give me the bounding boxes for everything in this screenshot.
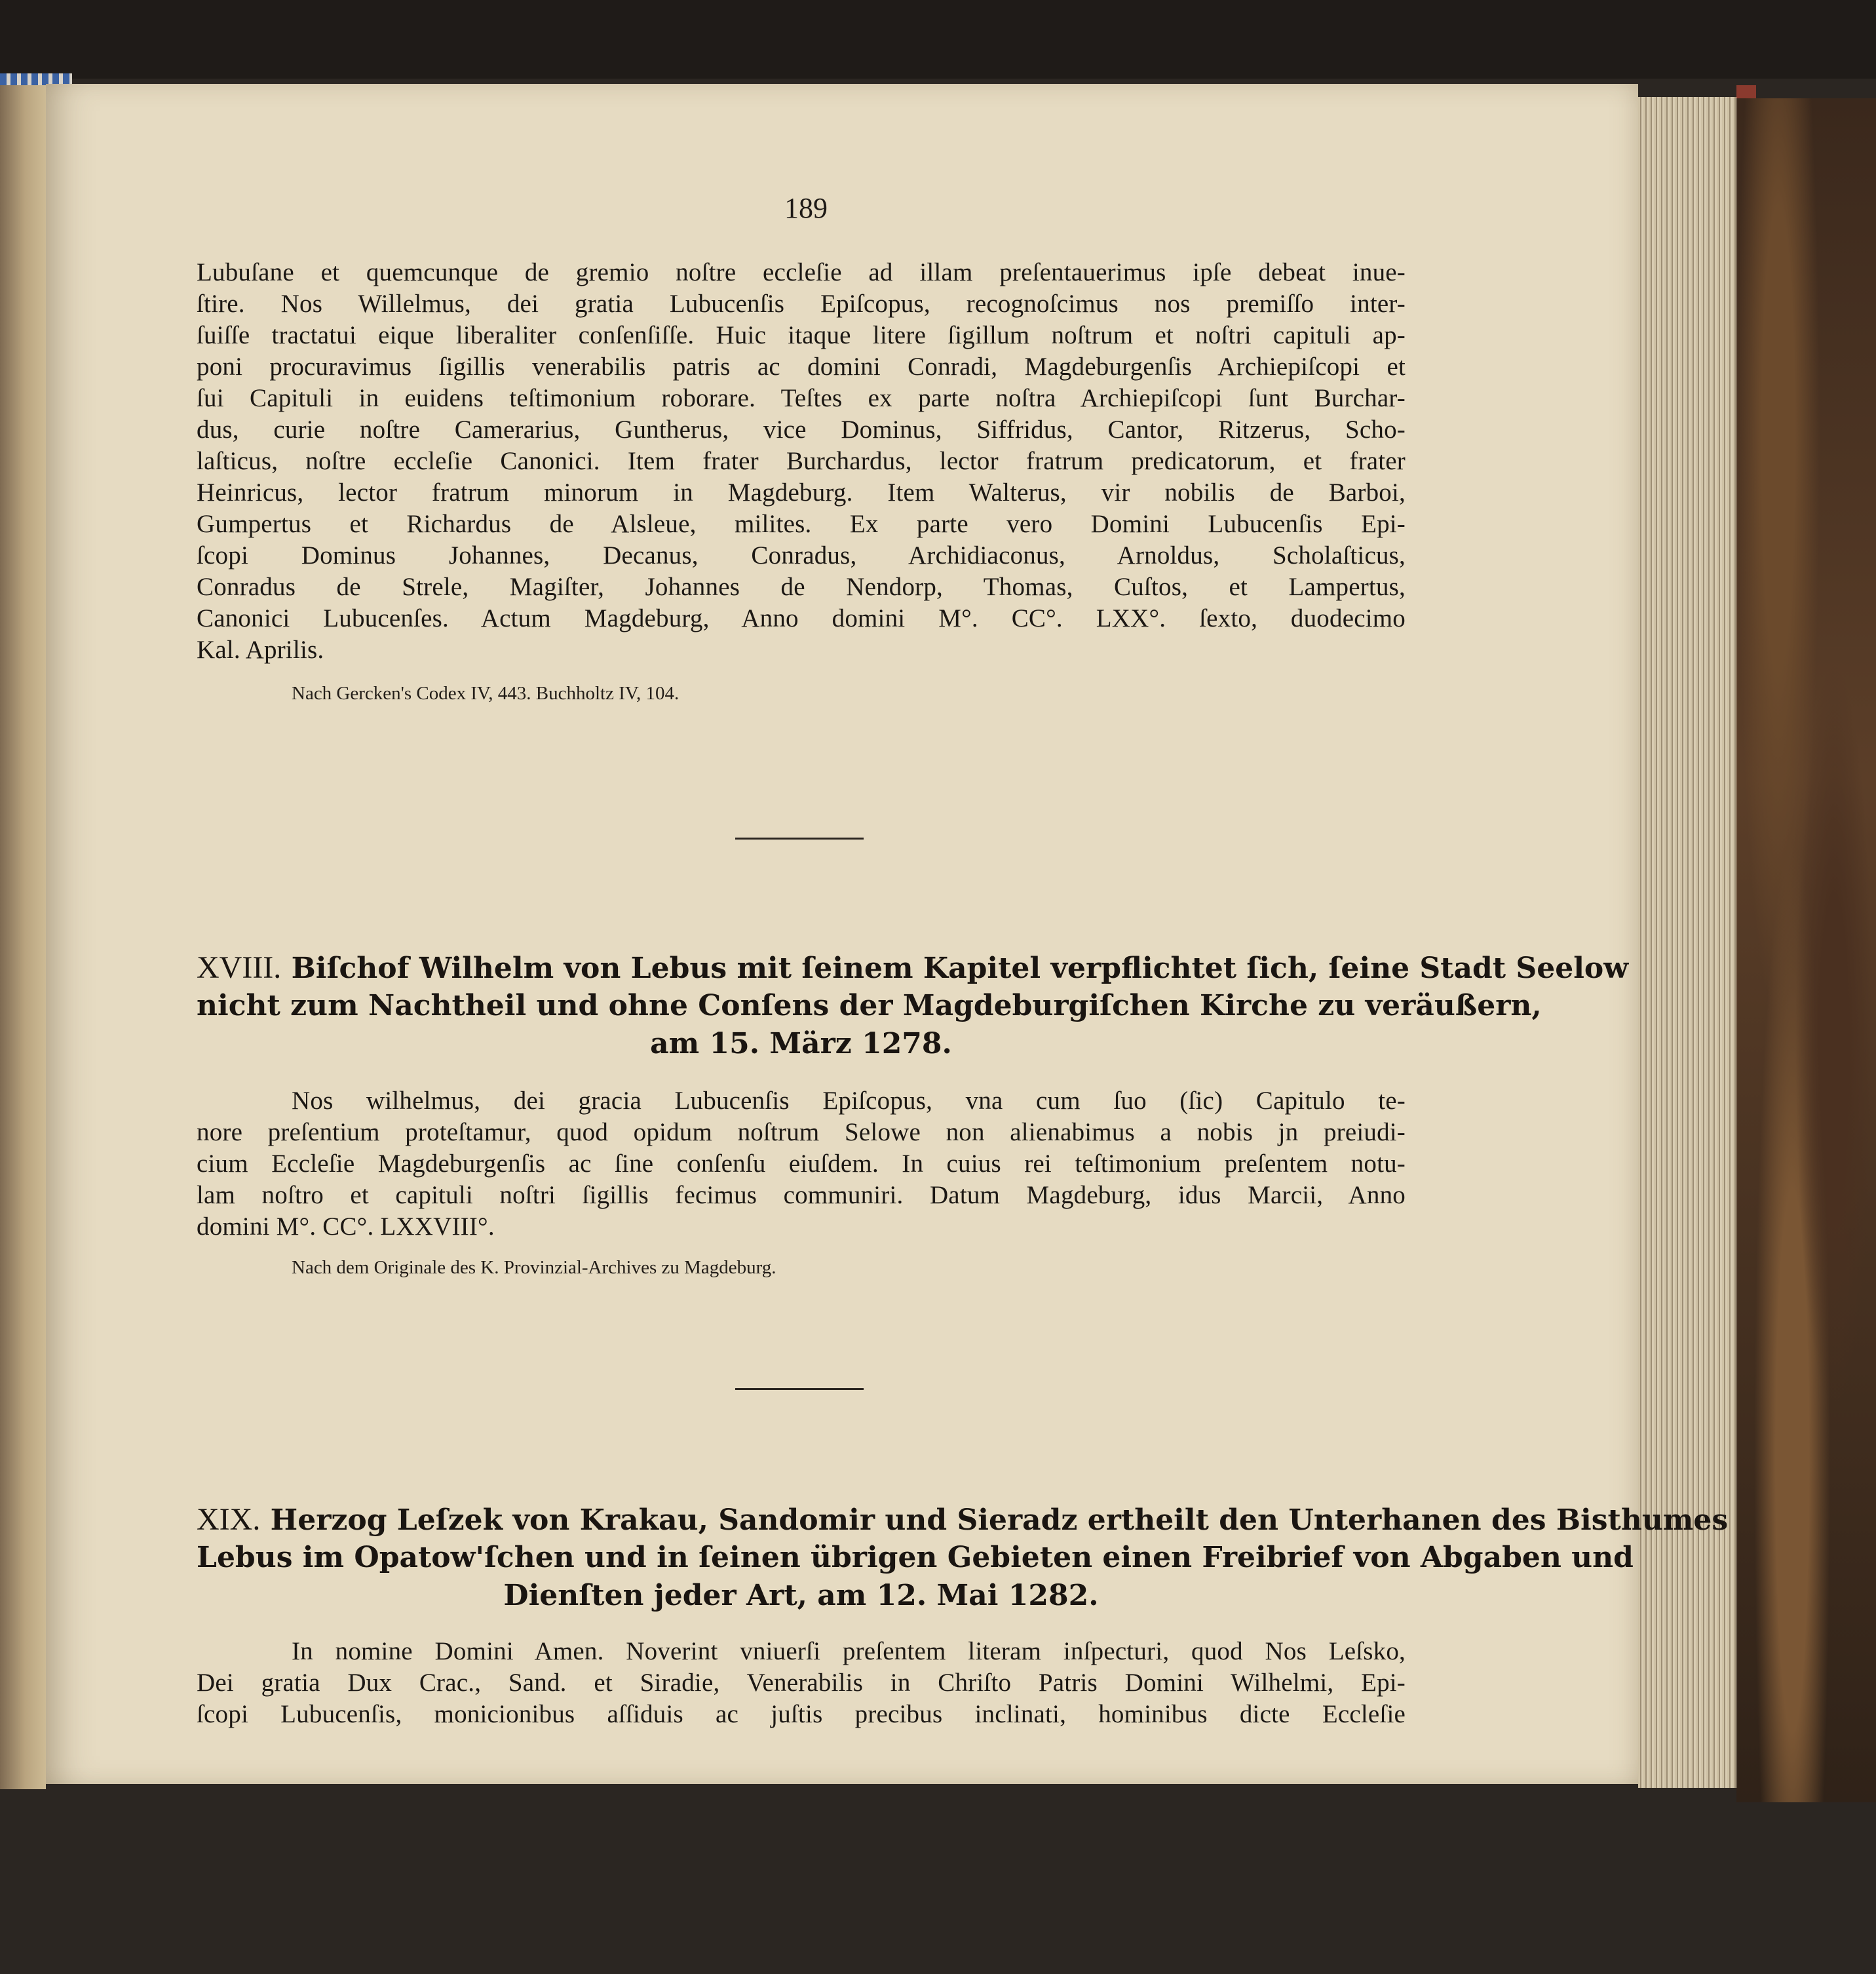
heading-line: nicht zum Nachtheil und ohne Conſens der Magdeburgiſchen Kirche zu veräußern, <box>197 989 1542 1022</box>
text-line: Nos wilhelmus, dei gracia Lubucenſis Epiſcopus, vna cum ſuo (ſic) Capitulo te- <box>292 1087 1406 1115</box>
text-line: Canonici Lubucenſes. Actum Magdeburg, Anno domini M°. CC°. LXX°. ſexto, duodecimo <box>197 604 1406 632</box>
marbled-cover <box>1736 98 1876 1802</box>
text-line: nore preſentium proteſtamur, quod opidum noſtrum Selowe non alienabimus a nobis jn preiudi- <box>197 1118 1406 1146</box>
heading-text: Herzog Leſzek von Krakau, Sandomir und Sieradz ertheilt den Unterhanen des Bisthumes <box>270 1503 1729 1537</box>
facing-page-edge <box>0 79 46 1789</box>
text-line: Conradus de Strele, Magiſter, Johannes de Nendorp, Thomas, Cuſtos, et Lampertus, <box>197 573 1406 601</box>
text-line: ſcopi Dominus Johannes, Decanus, Conradus, Archidiaconus, Arnoldus, Scholaſticus, <box>197 541 1406 570</box>
text-line: cium Eccleſie Magdeburgenſis ac ſine conſenſu eiuſdem. In cuius rei teſtimonium preſentem notu- <box>197 1150 1406 1178</box>
document-body-xviii <box>197 1085 1406 1281</box>
heading-line: Dienſten jeder Art, am 12. Mai 1282. <box>503 1579 1099 1612</box>
source-citation: Nach Gercken's Codex IV, 443. Buchholtz IV, 104. <box>292 683 680 704</box>
text-line: Dei gratia Dux Crac., Sand. et Siradie, Venerabilis in Chriſto Patris Domini Wilhelmi, Epi- <box>197 1669 1406 1697</box>
text-line: ſcopi Lubucenſis, monicionibus aſſiduis ac juſtis precibus inclinati, hominibus dicte Eccleſie <box>197 1700 1406 1728</box>
document-body-continuation <box>197 257 1406 706</box>
text-line: Kal. Aprilis. <box>197 636 324 664</box>
text-line: ſuiſſe tractatui eique liberaliter conſenſiſſe. Huic itaque litere ſigillum noſtrum et noſtri capituli ap- <box>197 321 1406 349</box>
text-line: ſtire. Nos Willelmus, dei gratia Lubucenſis Epiſcopus, recognoſcimus nos premiſſo inter- <box>197 290 1406 318</box>
heading-line <box>197 949 1629 987</box>
heading-text: Biſchof Wilhelm von Lebus mit ſeinem Kapitel verpflichtet ſich, ſeine Stadt Seelow <box>291 952 1629 985</box>
section-divider <box>735 1388 864 1390</box>
heading-line <box>197 1501 1729 1539</box>
section-numeral: XVIII. <box>197 950 282 985</box>
text-line: laſticus, noſtre eccleſie Canonici. Item frater Burchardus, lector fratrum predicatorum, et frater <box>197 447 1406 475</box>
text-line: dus, curie noſtre Camerarius, Guntherus, vice Dominus, Siffridus, Cantor, Ritzerus, Scho- <box>197 416 1406 444</box>
section-numeral: XIX. <box>197 1502 261 1537</box>
text-line: Lubuſane et quemcunque de gremio noſtre eccleſie ad illam preſentauerimus ipſe debeat inue- <box>197 258 1406 286</box>
section-divider <box>735 838 864 840</box>
text-line: poni procuravimus ſigillis venerabilis patris ac domini Conradi, Magdeburgenſis Archiepiſcopi et <box>197 353 1406 381</box>
document-body-xix <box>197 1636 1406 1730</box>
text-line: domini M°. CC°. LXXVIII°. <box>197 1212 495 1241</box>
source-citation: Nach dem Originale des K. Provinzial-Archives zu Magdeburg. <box>292 1257 776 1278</box>
scan-background <box>0 0 1876 79</box>
page-number: 189 <box>784 192 828 224</box>
text-line: Heinricus, lector fratrum minorum in Magdeburg. Item Walterus, vir nobilis de Barboi, <box>197 478 1406 507</box>
text-line: In nomine Domini Amen. Noverint vniuerſi preſentem literam inſpecturi, quod Nos Leſsko, <box>292 1637 1406 1665</box>
heading-line: Lebus im Opatow'ſchen und in ſeinen übrigen Gebieten einen Freibrief von Abgaben und <box>197 1541 1634 1574</box>
heading-line: am 15. März 1278. <box>650 1027 952 1060</box>
section-heading-xix <box>197 1501 1729 1615</box>
text-line: lam noſtro et capituli noſtri ſigillis fecimus communiri. Datum Magdeburg, idus Marcii, Anno <box>197 1181 1406 1209</box>
text-line: ſui Capituli in euidens teſtimonium roborare. Teſtes ex parte noſtra Archiepiſcopi ſunt Burchar- <box>197 384 1406 412</box>
text-line: Gumpertus et Richardus de Alsleue, milites. Ex parte vero Domini Lubucenſis Epi- <box>197 510 1406 538</box>
section-heading-xviii <box>197 949 1629 1063</box>
